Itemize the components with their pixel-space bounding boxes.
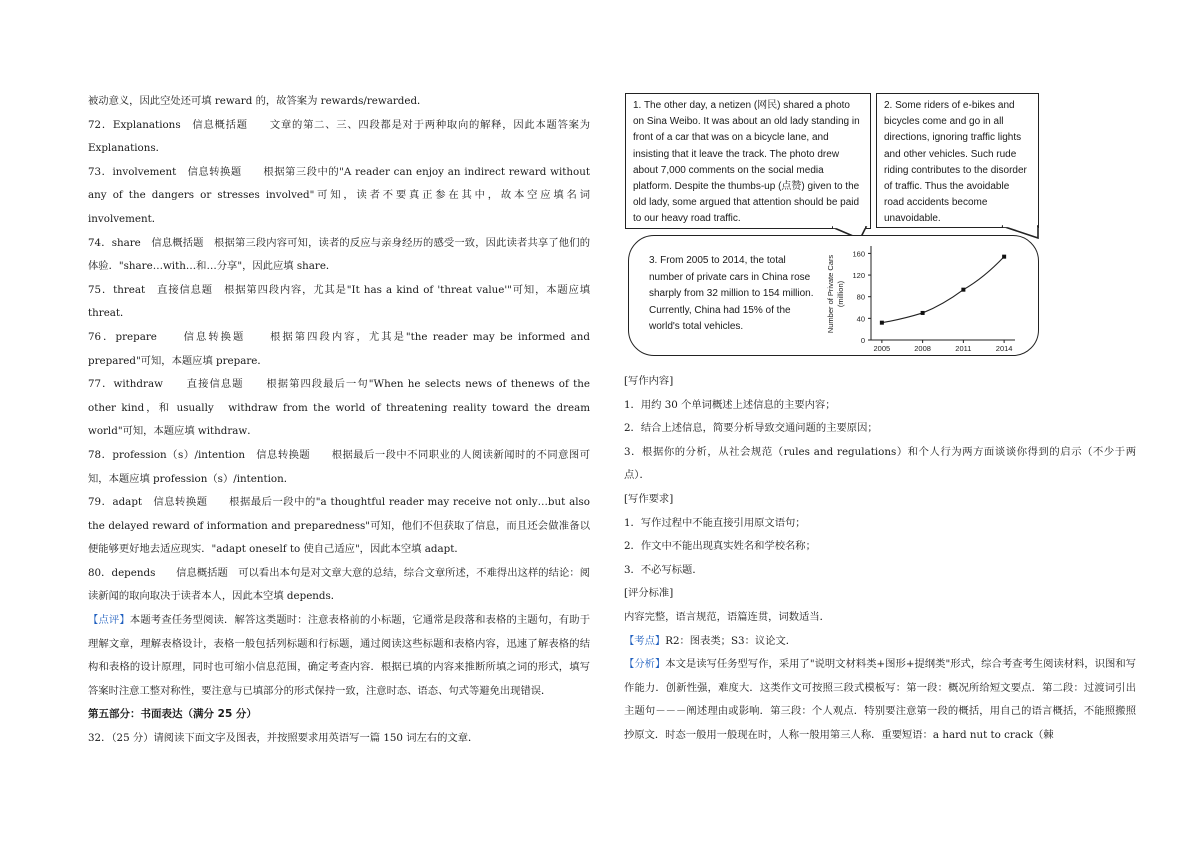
y-axis-label: Number of Private Cars bbox=[826, 254, 835, 334]
writing-line: 2．作文中不能出现真实姓名和学校名称； bbox=[624, 540, 816, 553]
writing-line: 2．结合上述信息，简要分析导致交通问题的主要原因； bbox=[624, 422, 878, 435]
x-tick-label: 2008 bbox=[914, 344, 931, 352]
comment-text: 本题考查任务型阅读．解答这类题时：注意表格前的小标题，它通常是段落和表格的主题句，有助于理解文章，理解表格设计，表格一般包括列标题和行标题，通过阅读这些标题和表格内容，迅速了解表格的结构和表格的设计原理，同时也可缩小信息范围，确定考查内容．根据已填的内容来推断所填之词的形式，填写答案时注意工整对称性，要注意与已填部分的形式保持一致，注意时态、语态、句式等避免出现错误． bbox=[88, 614, 591, 697]
answer-paragraph: 74．share 信息概括题 根据第三段内容可知，读者的反应与亲身经历的感受一致，因此读者共享了他们的体验．"share…with…和…分享"，因此应填 share． bbox=[88, 236, 590, 273]
info-bubble-1 bbox=[625, 93, 871, 229]
data-point bbox=[961, 288, 965, 292]
answer-paragraph: 72．Explanations 信息概括题 文章的第二、三、四段都是对于两种取向的解释，因此本题答案为 Explanations． bbox=[88, 118, 590, 155]
writing-line: 3．根据你的分析，从社会规范（rules and regulations）和个人行为两方面谈谈你得到的启示（不少于两点）． bbox=[624, 445, 1136, 482]
answer-paragraph: 75．threat 直接信息题 根据第四段内容，尤其是"It has a kind of 'threat value'"可知，本题应填 threat． bbox=[88, 283, 590, 320]
writing-line: 内容完整，语言规范，语篇连贯，词数适当． bbox=[624, 610, 830, 623]
writing-line: 1．写作过程中不能直接引用原文语句； bbox=[624, 516, 806, 529]
question-text: 32．（25 分）请阅读下面文字及图表，并按照要求用英语写一篇 150 词左右的文章． bbox=[88, 732, 479, 745]
answer-paragraph: 被动意义，因此空处还可填 reward 的，故答案为 rewards/rewarded． bbox=[88, 95, 428, 107]
kaodian-text: R2：图表类；S3：议论文． bbox=[665, 634, 797, 647]
comment-label: 【点评】 bbox=[88, 614, 130, 627]
kaodian-label: 【考点】 bbox=[624, 634, 666, 647]
writing-line: [评分标准] bbox=[624, 587, 674, 600]
bubble-1-text: 1. The other day, a netizen (网民) shared a photo on Sina Weibo. It was about an old lady standing in front of a car that was on a bicycle lane, and insisting that it leave the track. The photo drew about 7,000 comments on the social media platform. Despite the thumbs-up (点赞) given to the old lady, some argued that attention should be paid to our heavy road traffic. bbox=[633, 100, 860, 225]
x-tick-label: 2014 bbox=[995, 344, 1013, 352]
answer-paragraph: 77．withdraw 直接信息题 根据第四段最后一句"When he selects news of thenews of the other kind，和 usually withdraw from the world of threatening reality toward the dream world"可知，本题应填 withdraw． bbox=[88, 378, 590, 438]
y-tick-label: 160 bbox=[852, 249, 865, 259]
fenxi-label: 【分析】 bbox=[624, 658, 666, 671]
data-point bbox=[921, 311, 925, 315]
kaodian-paragraph bbox=[624, 630, 1136, 654]
y-tick-label: 40 bbox=[856, 314, 865, 324]
y-tick-label: 0 bbox=[860, 336, 865, 345]
x-tick-label: 2011 bbox=[955, 344, 972, 352]
section-title: 第五部分：书面表达（满分 25 分） bbox=[88, 708, 257, 721]
data-point bbox=[880, 321, 884, 325]
answer-paragraph: 76．prepare 信息转换题 根据第四段内容，尤其是"the reader may be informed and prepared"可知，本题应填 prepare． bbox=[88, 330, 590, 367]
comment-paragraph bbox=[88, 609, 590, 703]
writing-line: 3．不必写标题． bbox=[624, 563, 703, 576]
fenxi-paragraph bbox=[624, 653, 1136, 747]
answer-paragraph: 79．adapt 信息转换题 根据最后一段中的"a thoughtful reader may receive not only…but also the delayed reward of information and preparedness"可知，他们不但获取了信息，而且还会做准备以便能够更好地去适应现实．"adapt oneself to 使自己适应"，因此本空填 adapt． bbox=[88, 496, 590, 556]
writing-line: [写作要求] bbox=[624, 492, 674, 505]
info-bubble-3 bbox=[628, 235, 1039, 356]
answer-paragraph: 78．profession（s）/intention 信息转换题 根据最后一段中不同职业的人阅读新闻时的不同意图可知，本题应填 profession（s）/intention． bbox=[88, 448, 590, 485]
private-cars-chart bbox=[815, 240, 1030, 352]
answer-paragraph: 80．depends 信息概括题 可以看出本句是对文章大意的总结，综合文章所述，不难得出这样的结论：阅读新闻的取向取决于读者本人，因此本空填 depends． bbox=[88, 566, 590, 603]
writing-line: [写作内容] bbox=[624, 375, 674, 387]
fenxi-text: 本文是读写任务型写作，采用了"说明文材料类+图形+提纲类"形式，综合考查考生阅读材料，识图和写作能力．创新性强，难度大．这类作文可按照三段式模板写：第一段：概况所给短文要点．第二段：过渡词引出主题句－－－阐述理由或影响．第三段：个人观点．特别要注意第一段的概括，用自己的语言概括，不能照搬照抄原文．时态一般用一般现在时，人称一般用第三人称．重要短语：a hard nut to crack（棘 bbox=[624, 658, 1136, 741]
y-tick-label: 120 bbox=[852, 271, 865, 281]
bubble-2-text: 2. Some riders of e-bikes and bicycles come and go in all directions, ignoring traffic lights and other vehicles. Such rude riding contributes to the disorder of traffic. Thus the avoidable road accidents become unavoidable. bbox=[884, 100, 1027, 225]
left-column bbox=[88, 90, 590, 751]
y-axis-label-unit: (million) bbox=[836, 280, 845, 308]
answer-paragraph: 73．involvement 信息转换题 根据第三段中的"A reader can enjoy an indirect reward without any of the dangers or stresses involved"可知，读者不要真正参在其中，故本空应填名词 involvement． bbox=[88, 165, 590, 225]
bubble-3-text: 3. From 2005 to 2014, the total number of private cars in China rose sharply from 32 million to 154 million. Currently, China had 15% of the world's total vehicles. bbox=[649, 255, 814, 332]
info-bubble-2 bbox=[876, 93, 1039, 228]
writing-line: 1．用约 30 个单词概述上述信息的主要内容； bbox=[624, 398, 836, 411]
series-line bbox=[882, 257, 1004, 323]
y-tick-label: 80 bbox=[856, 292, 865, 302]
right-column bbox=[624, 370, 1136, 748]
data-point bbox=[1002, 255, 1006, 259]
x-tick-label: 2005 bbox=[873, 344, 891, 352]
